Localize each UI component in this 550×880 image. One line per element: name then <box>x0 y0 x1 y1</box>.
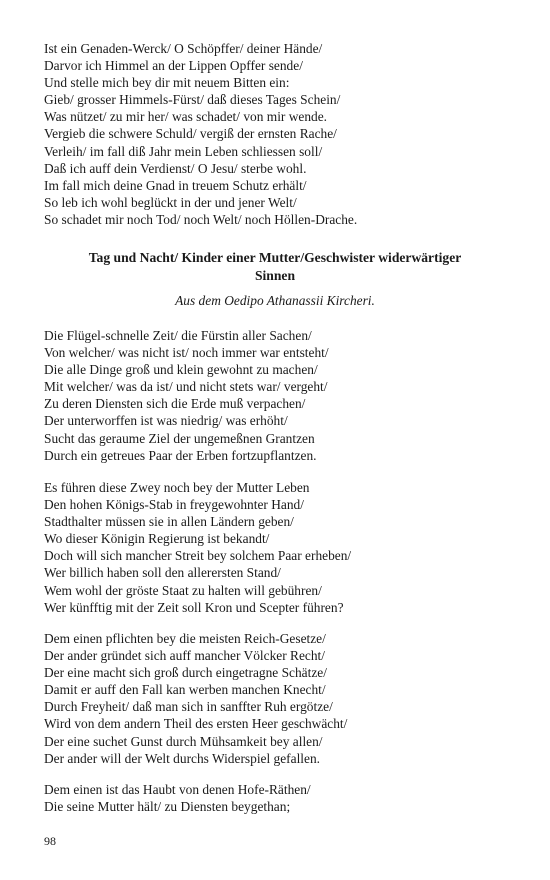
verse-line: So leb ich wohl beglückt in der und jener Welt/ <box>44 194 297 210</box>
verse-line: Der ander gründet sich auff mancher Völcker Recht/ <box>44 648 325 664</box>
verse-line: Gieb/ grosser Himmels-Fürst/ daß dieses Tages Schein/ <box>44 92 341 108</box>
verse-line: Den hohen Königs-Stab in freygewohnter Hand/ <box>44 497 304 513</box>
verse-line: Damit er auff den Fall kan werben manchen Knecht/ <box>44 682 326 698</box>
verse-line: Dem einen ist das Haubt von denen Hofe-Räthen/ <box>44 782 311 797</box>
page-number: 98 <box>44 834 56 848</box>
poem-stanza-3 <box>44 479 514 616</box>
verse-line: Ist ein Genaden-Werck/ O Schöpffer/ deiner Hände/ <box>44 41 323 56</box>
verse-line: Der eine suchet Gunst durch Mühsamkeit bey allen/ <box>44 733 323 749</box>
poem-title-line-1: Tag und Nacht/ Kinder einer Mutter/Geschwister widerwärtiger <box>88 250 462 265</box>
verse-line: Der unterworffen ist was niedrig/ was erhöht/ <box>44 413 288 429</box>
verse-line: Wo dieser Königin Regierung ist bekandt/ <box>44 531 270 547</box>
verse-line: Die Flügel-schnelle Zeit/ die Fürstin aller Sachen/ <box>44 328 312 343</box>
verse-line: Durch ein getreues Paar der Erben fortzupflantzen. <box>44 447 317 463</box>
poem-stanza-2 <box>44 327 514 464</box>
verse-line: Verleih/ im fall diß Jahr mein Leben schliessen soll/ <box>44 143 323 159</box>
verse-line: Im fall mich deine Gnad in treuem Schutz erhält/ <box>44 177 307 193</box>
verse-line: Stadthalter müssen sie in allen Ländern geben/ <box>44 514 294 530</box>
verse-line: Die seine Mutter hält/ zu Diensten beygethan; <box>44 799 291 815</box>
verse-line: Wem wohl der gröste Staat zu halten will gebühren/ <box>44 582 322 598</box>
verse-line: Wird von dem andern Theil des ersten Heer geschwächt/ <box>44 716 348 732</box>
verse-line: Durch Freyheit/ daß man sich in sanffter Ruh ergötze/ <box>44 699 333 715</box>
verse-line: Darvor ich Himmel an der Lippen Opffer sende/ <box>44 58 303 74</box>
poem-stanza-1 <box>44 40 514 228</box>
verse-line: Sucht das geraume Ziel der ungemeßnen Grantzen <box>44 430 315 446</box>
verse-line: Es führen diese Zwey noch bey der Mutter Leben <box>44 480 310 495</box>
poem-source-subtitle: Aus dem Oedipo Athanassii Kircheri. <box>175 293 375 308</box>
verse-line: Zu deren Diensten sich die Erde muß verpachen/ <box>44 396 306 412</box>
verse-line: Daß ich auff dein Verdienst/ O Jesu/ sterbe wohl. <box>44 160 307 176</box>
poem-title-line-2: Sinnen <box>254 267 296 283</box>
poem-title <box>40 249 510 284</box>
poem-stanza-5 <box>44 781 514 815</box>
verse-line: Doch will sich mancher Streit bey solchem Paar erheben/ <box>44 548 352 564</box>
verse-line: Der ander will der Welt durchs Widerspiel gefallen. <box>44 750 321 766</box>
verse-line: Wer billich haben soll den allerersten Stand/ <box>44 565 281 581</box>
verse-line: Dem einen pflichten bey die meisten Reich-Gesetze/ <box>44 631 326 646</box>
verse-line: Mit welcher/ was da ist/ und nicht stets war/ vergeht/ <box>44 379 328 395</box>
poem-stanza-4 <box>44 630 514 767</box>
verse-line: So schadet mir noch Tod/ noch Welt/ noch Höllen-Drache. <box>44 211 358 227</box>
verse-line: Die alle Dinge groß und klein gewohnt zu machen/ <box>44 362 318 378</box>
verse-line: Der eine macht sich groß durch eingetragne Schätze/ <box>44 665 327 681</box>
verse-line: Vergieb die schwere Schuld/ vergiß der ernsten Rache/ <box>44 126 337 142</box>
verse-line: Und stelle mich bey dir mit neuem Bitten ein: <box>44 75 290 91</box>
verse-line: Was nützet/ zu mir her/ was schadet/ von mir wende. <box>44 109 328 125</box>
verse-line: Von welcher/ was nicht ist/ noch immer war entsteht/ <box>44 345 329 361</box>
verse-line: Wer künfftig mit der Zeit soll Kron und Scepter führen? <box>44 599 344 615</box>
